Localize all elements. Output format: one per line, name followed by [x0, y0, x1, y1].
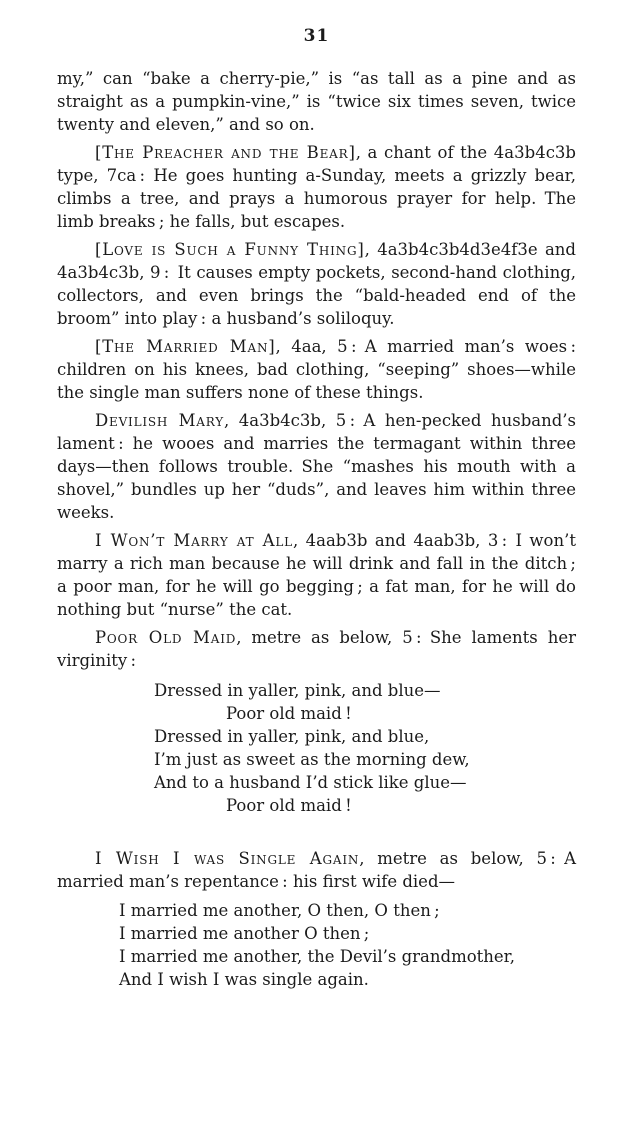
paragraph-text: , 4aab3b and 4aab3b, 3 : I won’t marry a rich man because he will drink and fall in the ditch ; a poor man, for he will go begging ; a fat man, for he will do nothing but “nurse” the cat.: [57, 531, 576, 619]
song-title: I Wish I was Single Again: [95, 849, 360, 868]
song-title: [Love is Such a Funny Thing]: [95, 240, 365, 259]
paragraph-text: , metre as below, 5 : She laments her virginity :: [57, 628, 576, 670]
paragraph: [57, 847, 576, 893]
paragraph: [57, 335, 576, 404]
paragraph-text: , 4a3b4c3b, 5 : A hen-pecked husband’s lament : he wooes and marries the termagant within three days—then follows trouble. She “mashes his mouth with a shovel,” bundles up her “duds”, and leaves him within three weeks.: [57, 411, 576, 522]
verse-line: I married me another, O then, O then ;: [119, 901, 440, 920]
song-title: I Won’t Marry at All: [95, 531, 293, 550]
paragraph-text: , 4a3b4c3b4d3e4f3e and 4a3b4c3b, 9 : It causes empty pockets, second-hand clothing, collectors, and even brings the “bald-headed end of the broom” into play : a husband’s soliloquy.: [57, 240, 576, 328]
paragraph: [57, 409, 576, 524]
song-title: Devilish Mary: [95, 411, 224, 430]
paragraph: [57, 238, 576, 330]
paragraph: [57, 141, 576, 233]
verse-line: Poor old maid !: [226, 704, 352, 723]
paragraph: [57, 67, 576, 136]
verse-line: Dressed in yaller, pink, and blue—: [154, 681, 441, 700]
paragraph: [57, 626, 576, 672]
paragraph-text: , metre as below, 5 : A married man’s repentance : his first wife died—: [57, 849, 576, 891]
verse-line: And I wish I was single again.: [119, 970, 369, 989]
paragraph-text: , 4aa, 5 : A married man’s woes : children on his knees, bad clothing, “seeping” shoes—while the single man suffers none of these things.: [57, 337, 576, 402]
paragraph: [57, 529, 576, 621]
paragraph-text: my,” can “bake a cherry-pie,” is “as tall as a pine and as straight as a pumpkin-vine,” is “twice six times seven, twice twenty and eleven,” and so on.: [57, 69, 576, 134]
verse-block: [154, 679, 576, 817]
verse-block: [119, 899, 576, 991]
song-title: [The Preacher and the Bear]: [95, 143, 356, 162]
verse-line: I married me another, the Devil’s grandmother,: [119, 947, 515, 966]
page-number: 31: [303, 26, 330, 46]
paragraph-text: , a chant of the 4a3b4c3b type, 7ca : He goes hunting a-Sunday, meets a grizzly bear, climbs a tree, and prays a humorous prayer for help. The limb breaks ; he falls, but escapes.: [57, 143, 576, 231]
song-title: Poor Old Maid: [95, 628, 237, 647]
verse-line: Dressed in yaller, pink, and blue,: [154, 727, 430, 746]
verse-line: And to a husband I’d stick like glue—: [154, 773, 467, 792]
verse-line: Poor old maid !: [226, 796, 352, 815]
verse-line: I married me another O then ;: [119, 924, 370, 943]
song-title: [The Married Man]: [95, 337, 276, 356]
verse-line: I’m just as sweet as the morning dew,: [154, 750, 470, 769]
